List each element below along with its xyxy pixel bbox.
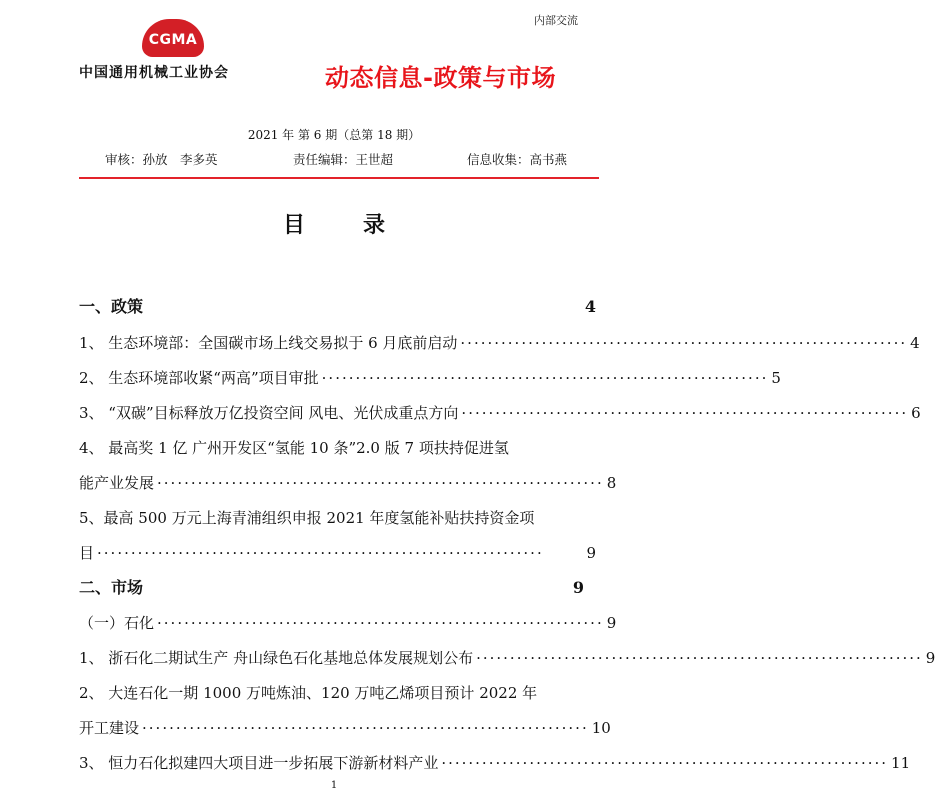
section-page: 4	[584, 297, 596, 316]
dot-leader: ··································································	[157, 474, 604, 492]
toc-entry[interactable]: 2、 生态环境部收紧“两高”项目审批 ·································································· 5	[79, 369, 781, 387]
dot-leader: ··································································	[97, 544, 544, 562]
section-label: 一、政策	[79, 297, 144, 316]
entry-page: 5	[771, 369, 781, 387]
entry-page: 6	[911, 404, 921, 422]
entry-page: 10	[591, 719, 611, 737]
page-number: 1	[330, 780, 338, 791]
toc-entry[interactable]: 能产业发展 ·································································· 8	[79, 474, 617, 492]
toc-entry[interactable]: 3、 恒力石化拟建四大项目进一步拓展下游新材料产业 ·································································· 11	[79, 754, 911, 772]
dot-leader: ··································································	[441, 754, 889, 772]
cgma-logo: CGMA	[142, 19, 204, 57]
dot-leader: ··································································	[460, 334, 908, 352]
toc-entry-line1[interactable]: 5、最高 500 万元上海青浦组织申报 2021 年度氢能补贴扶持资金项	[79, 509, 535, 527]
reviewers: 审核：孙放 李多英	[105, 152, 218, 167]
dot-leader: ··································································	[142, 719, 589, 737]
dot-leader: ··································································	[461, 404, 909, 422]
issue-number: 2021 年 第 6 期（总第 18 期）	[247, 128, 421, 142]
toc-entry-line1[interactable]: 2、 大连石化一期 1000 万吨炼油、120 万吨乙烯项目预计 2022 年	[79, 684, 538, 702]
entry-page: 8	[606, 474, 617, 492]
dot-leader: ··································································	[476, 649, 923, 667]
entry-page: 11	[891, 754, 911, 772]
dot-leader: ··································································	[157, 614, 604, 632]
entry-page: 9	[606, 614, 617, 632]
editor: 责任编辑：王世超	[293, 152, 394, 167]
newsletter-title: 动态信息-政策与市场	[325, 64, 556, 92]
entry-page: 9	[925, 649, 935, 667]
entry-page: 9	[586, 544, 596, 562]
collector: 信息收集：高书燕	[467, 152, 568, 167]
toc-entry[interactable]: 目 ·································································· 9	[79, 544, 596, 562]
toc-section-policy[interactable]	[79, 297, 596, 317]
toc-entry[interactable]: 1、 浙石化二期试生产 舟山绿色石化基地总体发展规划公布 ·································································· 9	[79, 649, 935, 667]
toc-entry[interactable]: 3、 “双碳”目标释放万亿投资空间 风电、光伏成重点方向 ·································································· 6	[79, 404, 921, 422]
toc-title: 目 录	[282, 212, 403, 238]
section-label: 二、市场	[79, 578, 144, 597]
entry-page: 4	[910, 334, 920, 352]
header-divider	[79, 177, 599, 179]
section-page: 9	[572, 578, 584, 597]
toc-section-market[interactable]	[79, 578, 596, 598]
organization-name: 中国通用机械工业协会	[79, 65, 229, 81]
toc-entry[interactable]: 1、 生态环境部：全国碳市场上线交易拟于 6 月底前启动 ·································································· 4	[79, 334, 920, 352]
dot-leader: ··································································	[321, 369, 769, 387]
toc-entry[interactable]: 开工建设 ·································································· 10	[79, 719, 611, 737]
internal-use-label: 内部交流	[534, 14, 578, 27]
toc-entry[interactable]: （一）石化 ·································································· 9	[79, 614, 617, 632]
toc-entry-line1[interactable]: 4、 最高奖 1 亿 广州开发区“氢能 10 条”2.0 版 7 项扶持促进氢	[79, 439, 509, 457]
